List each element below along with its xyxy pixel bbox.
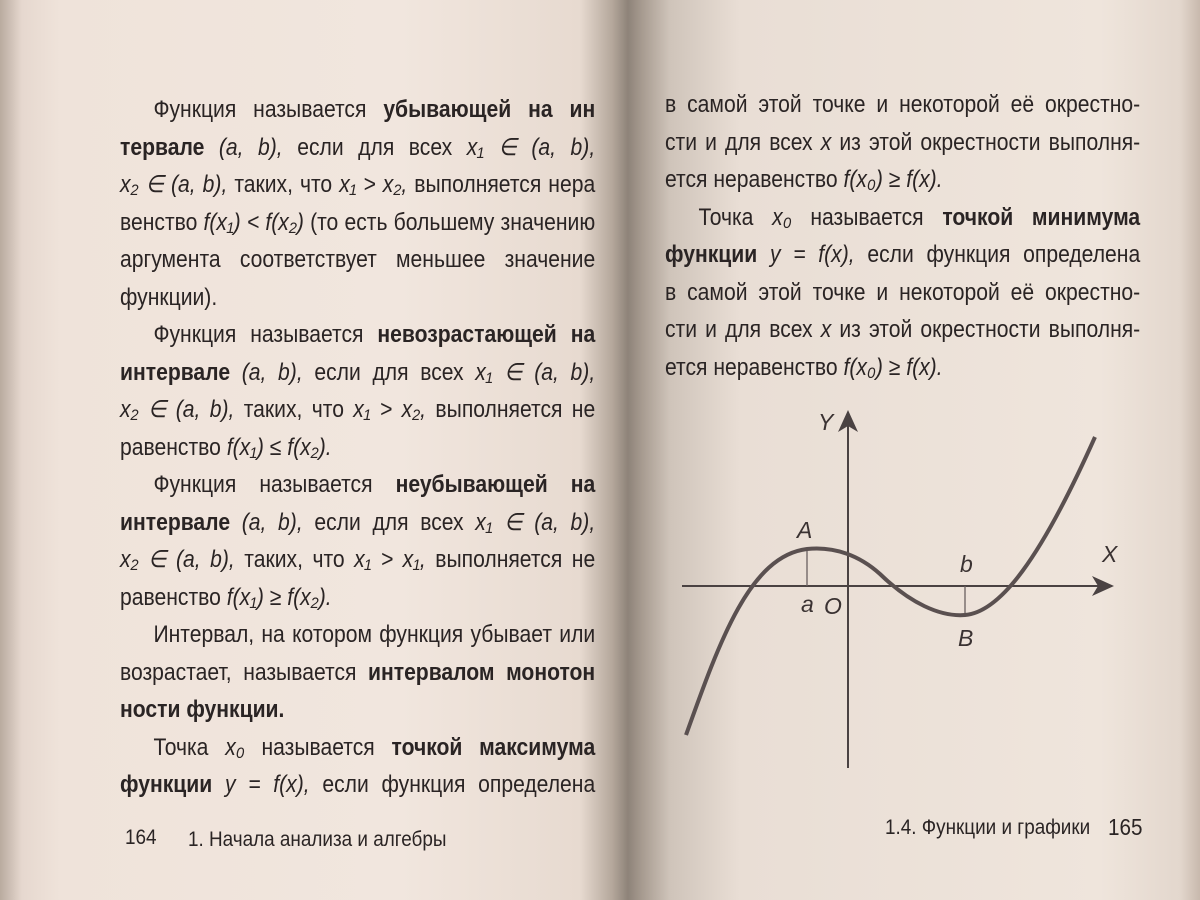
- text-segment: ется неравенство: [665, 353, 844, 381]
- text-segment: если функция определена: [309, 771, 596, 798]
- text-segment: выполняется не: [426, 396, 596, 423]
- math-expression: x₁ > x₁,: [354, 546, 426, 573]
- math-expression: f(x₁) ≥ f(x₂).: [226, 583, 332, 611]
- math-expression: y = f(x),: [757, 241, 855, 268]
- bold-term: неубывающей на: [395, 471, 596, 498]
- math-expression: x₁ > x₂,: [353, 396, 427, 423]
- math-expression: f(x₀) ≥ f(x).: [843, 353, 943, 381]
- text-segment: сти и для всех: [665, 128, 821, 156]
- left-page-number: 164: [125, 826, 157, 849]
- math-expression: y = f(x),: [212, 771, 310, 798]
- math-expression: (a, b),: [230, 508, 303, 536]
- text-segment: равенство: [120, 433, 227, 461]
- text-segment: функции).: [120, 283, 218, 311]
- text-segment: называется: [791, 203, 943, 231]
- bold-term: интервале: [120, 508, 231, 536]
- text-segment: аргумента соответствует меньшее значение: [120, 246, 596, 273]
- tick-a-label: a: [801, 591, 814, 617]
- math-expression: (a, b),: [230, 358, 303, 386]
- text-segment: Точка: [698, 203, 773, 231]
- text-segment: если для всех: [282, 133, 467, 161]
- text-segment: выполняется не: [425, 546, 596, 573]
- text-segment: называется: [244, 733, 392, 761]
- y-axis-label: Y: [818, 409, 834, 435]
- point-b-label: B: [958, 625, 974, 651]
- math-expression: x₁ ∈ (a, b),: [475, 358, 596, 386]
- text-segment: если для всех: [302, 358, 476, 386]
- text-segment: в самой этой точке и некоторой её окрестно-: [665, 91, 1141, 118]
- right-running-head: 1.4. Функции и графики: [885, 816, 1091, 839]
- text-segment: Точка: [153, 733, 226, 761]
- math-expression: f(x₁) < f(x₂): [203, 208, 304, 236]
- math-expression: x₁ ∈ (a, b),: [475, 508, 596, 536]
- text-segment: если для всех: [302, 508, 476, 536]
- x-axis-label: X: [1102, 541, 1118, 567]
- bold-term: функции: [120, 771, 213, 798]
- text-segment: таких, что: [234, 396, 354, 423]
- math-expression: f(x₀) ≥ f(x).: [843, 166, 943, 193]
- math-expression: x₀: [772, 203, 792, 231]
- text-segment: таких, что: [234, 546, 355, 573]
- text-segment: таких, что: [227, 171, 340, 198]
- right-page-number: 165: [1108, 814, 1143, 840]
- bold-term: ности функции.: [120, 696, 285, 723]
- text-segment: ется неравенство: [665, 166, 844, 193]
- math-expression: x₀: [225, 733, 245, 761]
- bold-term: точкой максимума: [391, 733, 596, 761]
- text-segment: выполняется нера: [407, 171, 596, 198]
- text-segment: сти и для всех: [665, 316, 821, 343]
- bold-term: точкой минимума: [942, 203, 1141, 231]
- text-segment: (то есть большему значению: [303, 208, 596, 236]
- text-segment: Функция называется: [153, 321, 378, 348]
- text-segment: Интервал, на котором функция убывает или: [153, 621, 596, 648]
- text-segment: из этой окрестности выполня-: [831, 316, 1141, 343]
- bold-term: тервале: [120, 133, 205, 161]
- math-expression: x₁ ∈ (a, b),: [466, 133, 596, 161]
- bold-term: невозрастающей на: [377, 321, 596, 348]
- text-segment: в самой этой точке и некоторой её окрестно-: [665, 278, 1141, 306]
- math-expression: x: [820, 128, 832, 156]
- tick-b-label: b: [960, 551, 973, 577]
- text-segment: равенство: [120, 583, 227, 611]
- math-expression: (a, b),: [204, 133, 283, 161]
- bold-term: убывающей на ин: [383, 96, 596, 123]
- math-expression: f(x₁) ≤ f(x₂).: [226, 433, 332, 461]
- math-expression: x₂ ∈ (a, b),: [120, 546, 235, 573]
- math-expression: x₂ ∈ (a, b),: [120, 171, 228, 198]
- text-segment: из этой окрестности выполня-: [831, 128, 1141, 156]
- text-segment: Функция называется: [153, 471, 396, 498]
- text-segment: если функция определена: [854, 241, 1141, 268]
- point-a-label: A: [797, 517, 813, 543]
- text-segment: венство: [120, 208, 204, 236]
- bold-term: интервале: [120, 358, 231, 386]
- origin-label: O: [824, 593, 842, 619]
- math-expression: x₂ ∈ (a, b),: [120, 396, 235, 423]
- bold-term: функции: [665, 241, 758, 268]
- math-expression: x: [820, 316, 832, 343]
- math-expression: x₁ > x₂,: [339, 171, 408, 198]
- text-segment: Функция называется: [153, 96, 384, 123]
- left-running-head: 1. Начала анализа и алгебры: [188, 828, 447, 851]
- text-segment: возрастает, называется: [120, 658, 368, 686]
- bold-term: интервалом монотон: [367, 658, 596, 686]
